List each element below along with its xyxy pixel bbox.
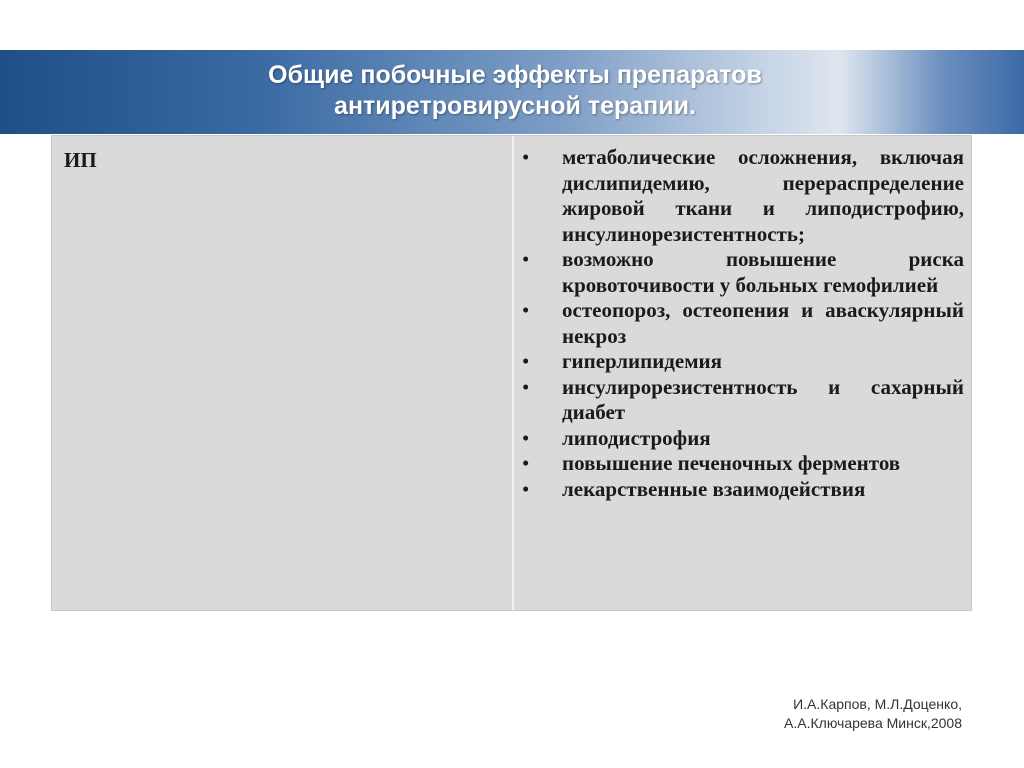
credit-line-2: А.А.Ключарева Минск,2008 [784, 715, 962, 731]
drug-class-cell: ИП [64, 148, 97, 172]
bullet-icon: • [522, 425, 530, 450]
list-item: • остеопороз, остеопения и аваскулярный некроз [522, 298, 964, 348]
side-effects-list [520, 145, 964, 502]
side-effects-table [51, 135, 972, 611]
bullet-icon: • [522, 298, 530, 322]
bullet-icon: • [522, 476, 530, 501]
list-item: • возможно повышение риска кровоточивости у больных гемофилией [522, 247, 964, 297]
bullet-icon: • [522, 247, 530, 271]
bullet-icon: • [522, 451, 530, 475]
side-effects-cell [520, 145, 964, 502]
bullet-icon: • [522, 145, 530, 169]
list-item: • гиперлипидемия [522, 349, 723, 373]
list-item: • липодистрофия [522, 425, 711, 450]
title-line-2: антиретровирусной терапии. [334, 92, 696, 120]
bullet-icon: • [522, 349, 530, 373]
list-item: • инсулирорезистентность и сахарный диабет [522, 374, 964, 424]
bullet-icon: • [522, 374, 530, 399]
column-divider [512, 136, 514, 610]
title-line-1: Общие побочные эффекты препаратов [268, 61, 762, 89]
credit-line-1: И.А.Карпов, М.Л.Доценко, [793, 696, 962, 712]
list-item: • повышение печеночных ферментов [522, 451, 901, 475]
slide-title [150, 60, 880, 122]
list-item: • лекарственные взаимодействия [522, 476, 866, 501]
list-item: • метаболические осложнения, включая дислипидемию, перераспределение жировой ткани и липодистрофию, инсулинорезистентность; [522, 145, 964, 246]
author-credit [784, 695, 962, 733]
